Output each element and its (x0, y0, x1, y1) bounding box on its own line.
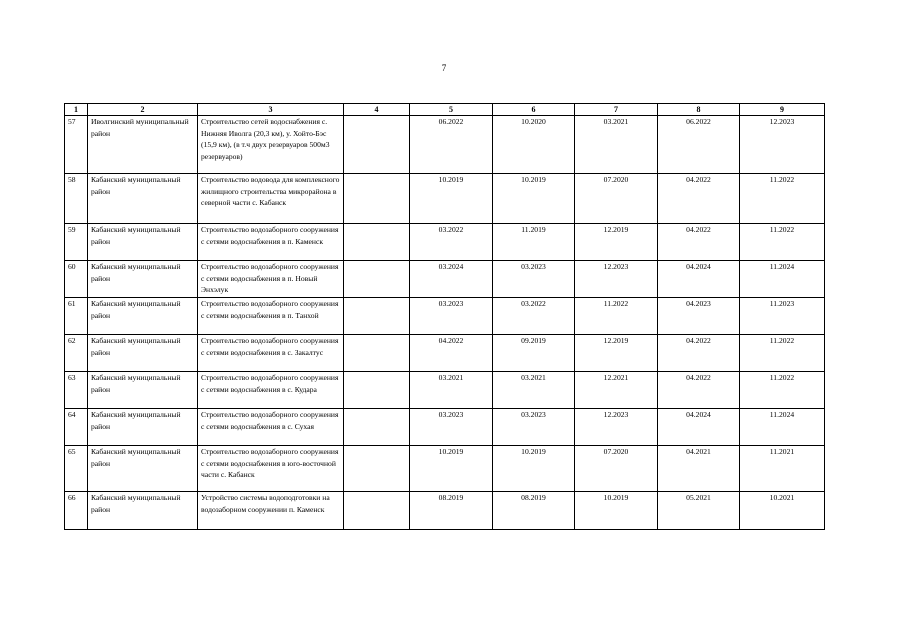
date-cell: 11.2023 (740, 298, 825, 335)
date-cell: 08.2019 (493, 492, 575, 530)
row-number: 66 (65, 492, 88, 530)
row-number: 63 (65, 372, 88, 409)
district-cell: Кабанский муниципальный район (88, 298, 198, 335)
row-number: 65 (65, 446, 88, 492)
table-row (65, 335, 825, 372)
district-cell: Кабанский муниципальный район (88, 446, 198, 492)
table-row (65, 174, 825, 224)
district-cell: Кабанский муниципальный район (88, 409, 198, 446)
row-number: 57 (65, 116, 88, 174)
table-row (65, 409, 825, 446)
header-row (65, 104, 825, 116)
date-cell: 12.2023 (575, 409, 658, 446)
date-cell: 10.2019 (493, 174, 575, 224)
date-cell: 10.2020 (493, 116, 575, 174)
district-cell: Кабанский муниципальный район (88, 492, 198, 530)
date-cell: 07.2020 (575, 446, 658, 492)
date-cell: 03.2022 (410, 224, 493, 261)
row-number: 58 (65, 174, 88, 224)
date-cell: 11.2024 (740, 409, 825, 446)
district-cell: Кабанский муниципальный район (88, 224, 198, 261)
date-cell: 11.2022 (740, 335, 825, 372)
description-cell: Устройство системы водоподготовки на водозаборном сооружении п. Каменск (198, 492, 344, 530)
date-cell: 03.2023 (493, 261, 575, 298)
date-cell: 09.2019 (493, 335, 575, 372)
date-cell: 10.2019 (493, 446, 575, 492)
date-cell: 10.2019 (410, 446, 493, 492)
header-cell: 7 (575, 104, 658, 116)
district-cell: Кабанский муниципальный район (88, 174, 198, 224)
col4-cell (344, 409, 410, 446)
header-cell: 8 (658, 104, 740, 116)
row-number: 59 (65, 224, 88, 261)
date-cell: 04.2024 (658, 261, 740, 298)
date-cell: 03.2021 (410, 372, 493, 409)
date-cell: 05.2021 (658, 492, 740, 530)
date-cell: 11.2022 (740, 372, 825, 409)
table-row (65, 372, 825, 409)
date-cell: 04.2021 (658, 446, 740, 492)
table-row (65, 116, 825, 174)
schedule-table (64, 103, 825, 530)
date-cell: 04.2022 (410, 335, 493, 372)
district-cell: Иволгинский муниципальный район (88, 116, 198, 174)
date-cell: 04.2022 (658, 224, 740, 261)
date-cell: 11.2022 (740, 224, 825, 261)
date-cell: 04.2022 (658, 335, 740, 372)
row-number: 60 (65, 261, 88, 298)
date-cell: 11.2022 (575, 298, 658, 335)
description-cell: Строительство водозаборного сооружения с сетями водоснабжения в п. Танхой (198, 298, 344, 335)
date-cell: 11.2021 (740, 446, 825, 492)
col4-cell (344, 372, 410, 409)
date-cell: 11.2024 (740, 261, 825, 298)
date-cell: 10.2019 (575, 492, 658, 530)
row-number: 62 (65, 335, 88, 372)
date-cell: 11.2022 (740, 174, 825, 224)
header-cell: 3 (198, 104, 344, 116)
col4-cell (344, 261, 410, 298)
page-number: 7 (441, 63, 447, 73)
col4-cell (344, 174, 410, 224)
header-cell: 9 (740, 104, 825, 116)
description-cell: Строительство водозаборного сооружения с сетями водоснабжения в с. Закалтус (198, 335, 344, 372)
district-cell: Кабанский муниципальный район (88, 335, 198, 372)
date-cell: 03.2024 (410, 261, 493, 298)
col4-cell (344, 224, 410, 261)
date-cell: 04.2022 (658, 174, 740, 224)
header-cell: 6 (493, 104, 575, 116)
date-cell: 12.2019 (575, 335, 658, 372)
district-cell: Кабанский муниципальный район (88, 372, 198, 409)
date-cell: 04.2024 (658, 409, 740, 446)
col4-cell (344, 492, 410, 530)
date-cell: 03.2023 (410, 298, 493, 335)
col4-cell (344, 116, 410, 174)
date-cell: 12.2021 (575, 372, 658, 409)
date-cell: 04.2023 (658, 298, 740, 335)
date-cell: 03.2023 (493, 409, 575, 446)
date-cell: 11.2019 (493, 224, 575, 261)
header-cell: 5 (410, 104, 493, 116)
date-cell: 06.2022 (658, 116, 740, 174)
table-row (65, 261, 825, 298)
col4-cell (344, 298, 410, 335)
header-cell: 4 (344, 104, 410, 116)
date-cell: 03.2021 (493, 372, 575, 409)
date-cell: 03.2021 (575, 116, 658, 174)
description-cell: Строительство сетей водоснабжения с. Нижняя Иволга (20,3 км), у. Хойто-Бэс (15,9 км), (в т.ч двух резервуаров 500м3 резервуаров) (198, 116, 344, 174)
table-row (65, 446, 825, 492)
table-row (65, 224, 825, 261)
date-cell: 10.2019 (410, 174, 493, 224)
date-cell: 06.2022 (410, 116, 493, 174)
header-cell: 2 (88, 104, 198, 116)
row-number: 61 (65, 298, 88, 335)
header-cell: 1 (65, 104, 88, 116)
date-cell: 08.2019 (410, 492, 493, 530)
table-row (65, 492, 825, 530)
description-cell: Строительство водозаборного сооружения с сетями водоснабжения в юго-восточной части с. Кабанск (198, 446, 344, 492)
row-number: 64 (65, 409, 88, 446)
district-cell: Кабанский муниципальный район (88, 261, 198, 298)
description-cell: Строительство водовода для комплексного жилищного строительства микрорайона в северной части с. Кабанск (198, 174, 344, 224)
col4-cell (344, 446, 410, 492)
col4-cell (344, 335, 410, 372)
date-cell: 04.2022 (658, 372, 740, 409)
table-row (65, 298, 825, 335)
date-cell: 12.2023 (740, 116, 825, 174)
description-cell: Строительство водозаборного сооружения с сетями водоснабжения в с. Кудара (198, 372, 344, 409)
description-cell: Строительство водозаборного сооружения с сетями водоснабжения в п. Каменск (198, 224, 344, 261)
date-cell: 03.2023 (410, 409, 493, 446)
date-cell: 12.2023 (575, 261, 658, 298)
date-cell: 07.2020 (575, 174, 658, 224)
date-cell: 10.2021 (740, 492, 825, 530)
description-cell: Строительство водозаборного сооружения с сетями водоснабжения в п. Новый Энхэлук (198, 261, 344, 298)
date-cell: 03.2022 (493, 298, 575, 335)
description-cell: Строительство водозаборного сооружения с сетями водоснабжения в с. Сухая (198, 409, 344, 446)
date-cell: 12.2019 (575, 224, 658, 261)
